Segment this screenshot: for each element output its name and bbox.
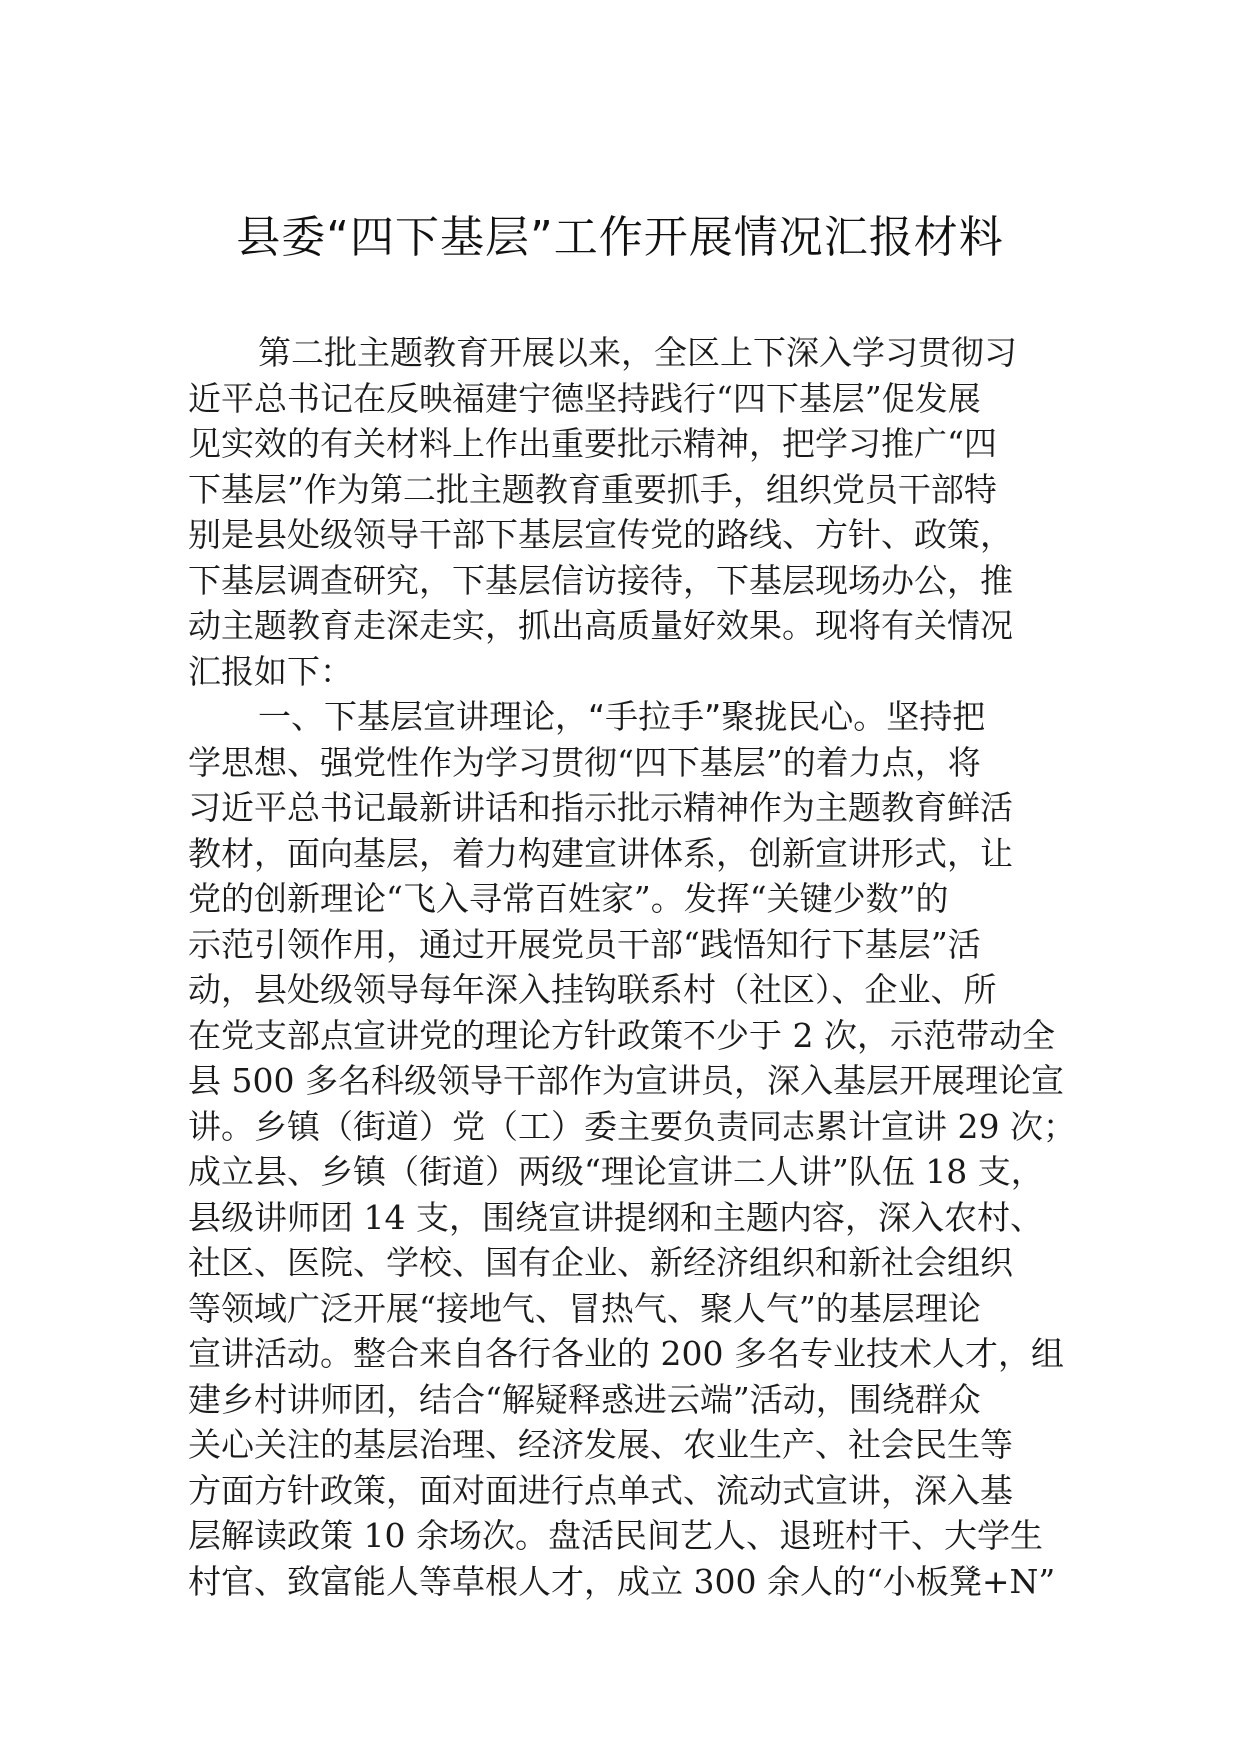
paragraph-line: 关心关注的基层治理、经济发展、农业生产、社会民生等 bbox=[188, 1425, 1013, 1464]
paragraph-line: 汇报如下： bbox=[188, 651, 353, 691]
paragraph-line: 县级讲师团 14 支，围绕宣讲提纲和主题内容，深入农村、 bbox=[188, 1197, 1043, 1237]
paragraph-line: 县 500 多名科级领导干部作为宣讲员，深入基层开展理论宣 bbox=[188, 1061, 1064, 1100]
paragraph-line: 见实效的有关材料上作出重要批示精神，把学习推广“四 bbox=[188, 424, 997, 463]
paragraph-line: 下基层”作为第二批主题教育重要抓手，组织党员干部特 bbox=[188, 469, 997, 509]
paragraph-line: 示范引领作用，通过开展党员干部“践悟知行下基层”活 bbox=[188, 924, 981, 964]
paragraph-line: 建乡村讲师团，结合“解疑释惑进云端”活动，围绕群众 bbox=[188, 1379, 981, 1419]
paragraph-line: 习近平总书记最新讲话和指示批示精神作为主题教育鲜活 bbox=[188, 788, 1013, 827]
section-1-heading-rest: 坚持把 bbox=[886, 697, 986, 736]
paragraph-line: 第二批主题教育开展以来，全区上下深入学习贯彻习 bbox=[258, 333, 1017, 372]
paragraph-line: 学思想、强党性作为学习贯彻“四下基层”的着力点，将 bbox=[188, 742, 981, 782]
paragraph-line: 村官、致富能人等草根人才，成立 300 余人的“小板凳+N” bbox=[188, 1561, 1056, 1601]
section-1-heading: 一、下基层宣讲理论，“手拉手”聚拢民心。 bbox=[258, 697, 887, 736]
paragraph-line: 近平总书记在反映福建宁德坚持践行“四下基层”促发展 bbox=[188, 378, 981, 418]
document-body bbox=[188, 330, 1076, 1604]
intro-paragraph bbox=[188, 330, 1068, 694]
document-title: 县委“四下基层”工作开展情况汇报材料 bbox=[236, 212, 1004, 263]
paragraph-line: 等领域广泛开展“接地气、冒热气、聚人气”的基层理论 bbox=[188, 1288, 981, 1328]
paragraph-line: 动主题教育走深走实，抓出高质量好效果。现将有关情况 bbox=[188, 606, 1013, 645]
paragraph-line: 宣讲活动。整合来自各行各业的 200 多名专业技术人才，组 bbox=[188, 1334, 1064, 1373]
section-1-paragraph bbox=[188, 694, 1076, 1604]
paragraph-line: 在党支部点宣讲党的理论方针政策不少于 2 次，示范带动全 bbox=[188, 1015, 1055, 1055]
paragraph-line: 别是县处级领导干部下基层宣传党的路线、方针、政策， bbox=[188, 515, 1013, 554]
section-heading-line bbox=[188, 694, 1068, 740]
paragraph-line: 层解读政策 10 余场次。盘活民间艺人、退班村干、大学生 bbox=[188, 1516, 1043, 1555]
paragraph-line: 社区、医院、学校、国有企业、新经济组织和新社会组织 bbox=[188, 1243, 1013, 1282]
paragraph-line: 教材，面向基层，着力构建宣讲体系，创新宣讲形式，让 bbox=[188, 833, 1013, 873]
paragraph-line: 讲。乡镇（街道）党（工）委主要负责同志累计宣讲 29 次； bbox=[188, 1106, 1076, 1146]
paragraph-line: 方面方针政策，面对面进行点单式、流动式宣讲，深入基 bbox=[188, 1470, 1013, 1510]
paragraph-line: 成立县、乡镇（街道）两级“理论宣讲二人讲”队伍 18 支， bbox=[188, 1152, 1044, 1191]
paragraph-line: 党的创新理论“飞入寻常百姓家”。发挥“关键少数”的 bbox=[188, 879, 949, 918]
paragraph-line: 动，县处级领导每年深入挂钩联系村（社区）、企业、所 bbox=[188, 970, 997, 1009]
paragraph-line: 下基层调查研究，下基层信访接待，下基层现场办公，推 bbox=[188, 560, 1013, 600]
